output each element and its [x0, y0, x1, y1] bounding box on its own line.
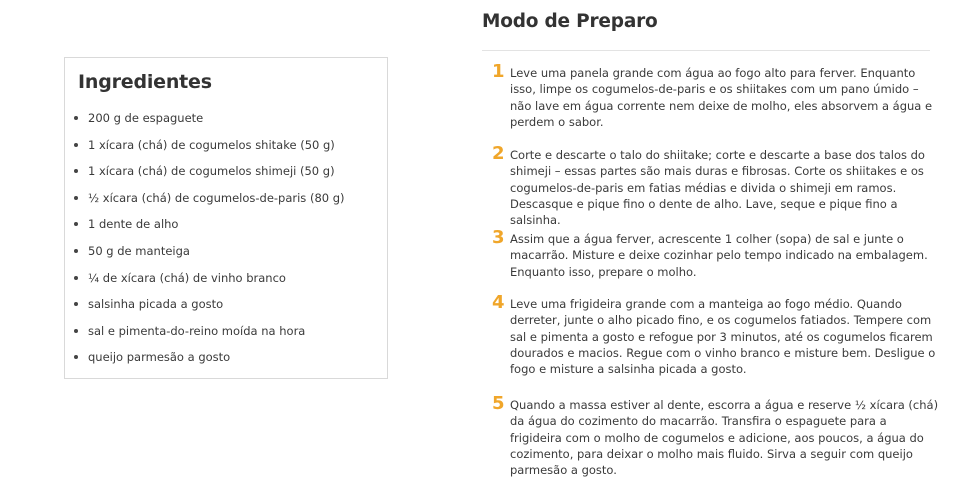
ingredient-item	[65, 215, 345, 242]
preparation-step	[492, 61, 942, 130]
preparation-step	[492, 143, 942, 228]
ingredient-text: 1 dente de alho	[88, 217, 179, 232]
preparation-step	[492, 227, 942, 280]
ingredient-item	[65, 162, 345, 189]
bullet-icon	[74, 249, 78, 253]
ingredient-text: ½ xícara (chá) de cogumelos-de-paris (80 g)	[88, 190, 345, 205]
bullet-icon	[74, 355, 78, 359]
step-text: Leve uma frigideira grande com a manteiga ao fogo médio. Quando derreter, junte o alho picado fino, e os cogumelos fatiados. Tempere com sal e pimenta a gosto e refogue por 3 minutos, até os cogumelos ficarem dourados e macios. Regue com o vinho branco e misture bem. Desligue o fogo e misture a salsinha picada a gosto.	[510, 297, 936, 377]
ingredient-item	[65, 322, 345, 349]
step-text: Leve uma panela grande com água ao fogo alto para ferver. Enquanto isso, limpe os cogumelos-de-paris e os shiitakes com um pano úmido – não lave em água corrente nem deixe de molho, eles absorvem a água e perdem o sabor.	[510, 66, 933, 129]
preparation-step	[492, 292, 942, 377]
ingredient-text: 1 xícara (chá) de cogumelos shimeji (50 g)	[88, 164, 335, 179]
bullet-icon	[74, 276, 78, 280]
ingredient-item	[65, 109, 345, 136]
ingredient-text: queijo parmesão a gosto	[88, 350, 231, 365]
ingredient-text: ¼ de xícara (chá) de vinho branco	[88, 270, 286, 285]
bullet-icon	[74, 196, 78, 200]
ingredient-item	[65, 269, 345, 296]
step-text: Quando a massa estiver al dente, escorra a água e reserve ½ xícara (chá) da água do cozimento do macarrão. Transfira o espaguete para a frigideira com o molho de cogumelos e adicione, aos poucos, a água do cozimento, para deixar o molho mais fluido. Sirva a seguir com queijo parmesão a gosto.	[510, 398, 939, 478]
ingredients-title: Ingredientes	[78, 71, 212, 93]
preparation-step	[492, 393, 942, 478]
ingredient-item	[65, 242, 345, 269]
step-text: Assim que a água ferver, acrescente 1 colher (sopa) de sal e junte o macarrão. Misture e deixe cozinhar pelo tempo indicado na embalagem. Enquanto isso, prepare o molho.	[510, 232, 928, 279]
ingredient-item	[65, 295, 345, 322]
ingredients-card	[64, 57, 388, 379]
preparation-divider	[482, 50, 930, 51]
bullet-icon	[74, 302, 78, 306]
step-number: 5	[492, 393, 505, 414]
step-number: 1	[492, 61, 505, 82]
ingredient-item	[65, 136, 345, 163]
step-text: Corte e descarte o talo do shiitake; corte e descarte a base dos talos do shimeji – essas partes são mais duras e fibrosas. Corte os shiitakes e os cogumelos-de-paris em fatias médias e divida o shimeji em ramos. Descasque e pique fino o dente de alho. Lave, seque e pique fino a salsinha.	[510, 148, 925, 228]
ingredient-item	[65, 348, 345, 375]
ingredient-item	[65, 189, 345, 216]
ingredient-text: sal e pimenta-do-reino moída na hora	[88, 323, 306, 338]
step-number: 3	[492, 227, 505, 248]
bullet-icon	[74, 222, 78, 226]
ingredient-text: 200 g de espaguete	[88, 111, 204, 125]
bullet-icon	[74, 116, 78, 120]
ingredient-text: 1 xícara (chá) de cogumelos shitake (50 g)	[88, 137, 335, 152]
ingredient-text: salsinha picada a gosto	[88, 297, 224, 312]
bullet-icon	[74, 169, 78, 173]
ingredient-text: 50 g de manteiga	[88, 243, 190, 258]
step-number: 4	[492, 292, 505, 313]
preparation-title: Modo de Preparo	[482, 11, 658, 32]
ingredients-list	[65, 109, 345, 375]
bullet-icon	[74, 143, 78, 147]
bullet-icon	[74, 329, 78, 333]
step-number: 2	[492, 143, 505, 164]
